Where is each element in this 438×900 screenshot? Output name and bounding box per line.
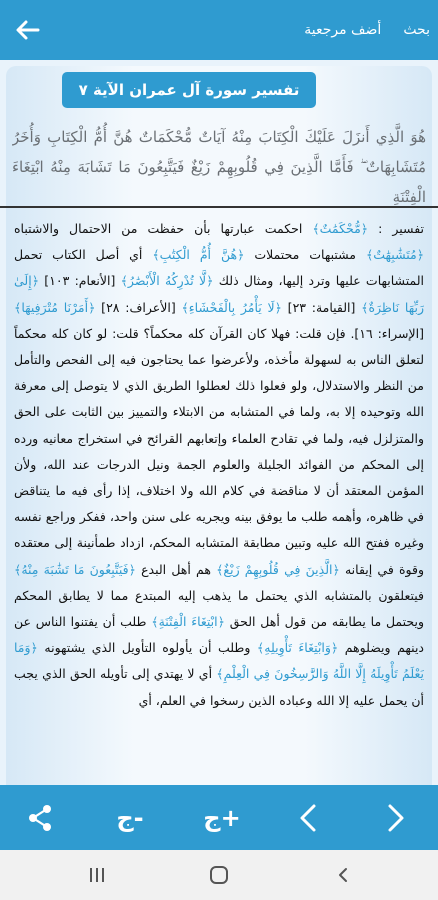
tafsir-segment: هم أهل البدع xyxy=(135,561,217,577)
tafsir-text xyxy=(14,216,424,785)
tafsir-segment: أي لا يهتدي إلى تأويله الحق الذي يجب أن يحمل عليه إلا الله وعباده الذين رسخوا في العلم، أي xyxy=(14,666,424,708)
chevron-right-icon xyxy=(384,802,408,834)
quran-quote: ﴿ابْتِغَاءَ الْفِتْنَةِ﴾ xyxy=(151,614,225,630)
quran-quote: ﴿إِلَىٰ رَبِّهَا نَاظِرَةٌ﴾ xyxy=(14,273,424,315)
verse-divider xyxy=(0,206,438,208)
page-title: تفسير سورة آل عمران الآية ٧ xyxy=(62,72,316,108)
quran-quote: ﴿الَّذِينَ فِي قُلُوبِهِمْ زَيْغٌ﴾ xyxy=(216,561,340,577)
content-area[interactable] xyxy=(0,60,438,785)
tafsir-segment: احكمت عبارتها بأن حفظت من الاحتمال والاشتباه xyxy=(14,221,313,236)
recent-apps-icon xyxy=(88,866,106,884)
quran-quote: ﴿فَيَتَّبِعُونَ مَا تَشَٰبَهَ مِنْهُ﴾ xyxy=(14,561,136,577)
chevron-left-icon xyxy=(296,802,320,834)
tafsir-segment: طلب أن يفتنوا الناس عن دينهم ويضلوهم xyxy=(14,614,424,656)
tafsir-segment: مشتبهات محتملات xyxy=(244,247,366,263)
bottom-toolbar xyxy=(0,785,438,850)
add-bookmark-button[interactable]: أضف مرجعية xyxy=(304,22,382,38)
tafsir-segment: تفسير : xyxy=(368,221,424,236)
search-button[interactable]: بحث xyxy=(403,22,430,38)
quran-quote: ﴿مُتَشَٰبِهَٰتٌ﴾ xyxy=(365,247,424,263)
tafsir-segment: [الأعراف: ٢٨] xyxy=(95,299,182,315)
share-button[interactable] xyxy=(14,785,66,850)
chevron-left-icon xyxy=(334,866,352,884)
quran-quote: ﴿وَابْتِغَاءَ تَأْوِيلِهِ﴾ xyxy=(256,640,339,656)
system-back-button[interactable] xyxy=(330,862,356,888)
quran-quote: ﴿مُّحْكَمَٰتٌ﴾ xyxy=(312,221,369,236)
previous-page-button[interactable] xyxy=(286,785,330,850)
tafsir-segment: [الإسراء: ١٦]. فإن قلت: فهلا كان القرآن كله محكماً؟ قلت: لو كان كله محكماً لتعلق الناس به لسهولة مأخذه، ولأعرضوا عما يحتاجون فيه إلى الفحص والتأمل من النظر والاستدلال، ولو فعلوا ذلك لعطلوا الطريق الذي لا يتوصل إلى معرفة الله وتوحيده إلا به، ولما في المتشابه من الابتلاء والتمييز بين الثابت على الحق والمتزلزل فيه، ولما في تقادح العلماء وإتعابهم القرائح في استخراج معانيه ورده إلى المحكم من الفوائد الجليلة والعلوم الجمة ونيل الدرجات عند الله، ولأن المؤمن المعتقد أن لا مناقضة في كلام الله ولا اختلاف، إذا رأى فيه ما يتناقض في ظاهره، وأهمه طلب ما يوفق بينه ويجريه على سنن واحد، ففكر وراجع نفسه وغيره ففتح الله عليه وتبين مطابقة المتشابه المحكم، ازداد طمأنينة إلى معتقده وقوة في إيقانه xyxy=(14,325,424,577)
header-actions xyxy=(304,0,430,60)
font-decrease-button[interactable]: ج- xyxy=(116,803,144,832)
tafsir-segment: [الأنعام: ١٠٣] xyxy=(39,273,121,289)
font-increase-button[interactable]: ج+ xyxy=(203,803,241,832)
recent-apps-button[interactable] xyxy=(84,862,110,888)
share-icon xyxy=(25,803,55,833)
quran-quote: ﴿لَا يَأْمُرُ بِالْفَحْشَاءِ﴾ xyxy=(181,299,282,315)
verse-text: هُوَ الَّذِي أَنزَلَ عَلَيْكَ الْكِتَابَ مِنْهُ آيَاتٌ مُّحْكَمَاتٌ هُنَّ أُمُّ الْكِتَابِ وَأُخَرُ مُتَشَابِهَاتٌ ۖ فَأَمَّا الَّذِينَ فِي قُلُوبِهِمْ زَيْغٌ فَيَتَّبِعُونَ مَا تَشَابَهَ مِنْهُ ابْتِغَاءَ الْفِتْنَةِ xyxy=(12,128,426,206)
quran-quote: ﴿أَمَرْنَا مُتْرَفِيهَا﴾ xyxy=(14,299,96,315)
tafsir-segment: [القيامة: ٢٣] xyxy=(281,299,362,315)
system-navigation-bar xyxy=(0,850,438,900)
quran-quote: ﴿هُنَّ أُمُّ الْكِتَٰبِ﴾ xyxy=(152,247,245,263)
tafsir-segment: فيتعلقون بالمتشابه الذي يحتمل ما يذهب إليه المبتدع مما لا يطابق المحكم ويحتمل ما يطابقه من قول أهل الحق xyxy=(14,587,424,630)
quran-quote: ﴿لَّا تُدْرِكُهُ الْأَبْصَٰرُ﴾ xyxy=(120,273,214,289)
tafsir-paragraph xyxy=(14,216,424,714)
tafsir-segment: وطلب أن يأولوه التأويل الذي يشتهونه xyxy=(37,640,257,656)
next-page-button[interactable] xyxy=(374,785,418,850)
home-icon xyxy=(208,864,230,886)
arrow-left-icon xyxy=(14,16,42,44)
home-button[interactable] xyxy=(206,862,232,888)
app-header xyxy=(0,0,438,60)
tafsir-segment: أي أصل الكتاب تحمل المتشابهات عليها وترد إليها، ومثال ذلك xyxy=(14,247,424,289)
quran-quote: ﴿وَمَا يَعْلَمُ تَأْوِيلَهُ إِلَّا اللَّهُ وَالرَّٰسِخُونَ فِي الْعِلْمِ﴾ xyxy=(14,640,424,682)
back-button[interactable] xyxy=(14,16,42,44)
